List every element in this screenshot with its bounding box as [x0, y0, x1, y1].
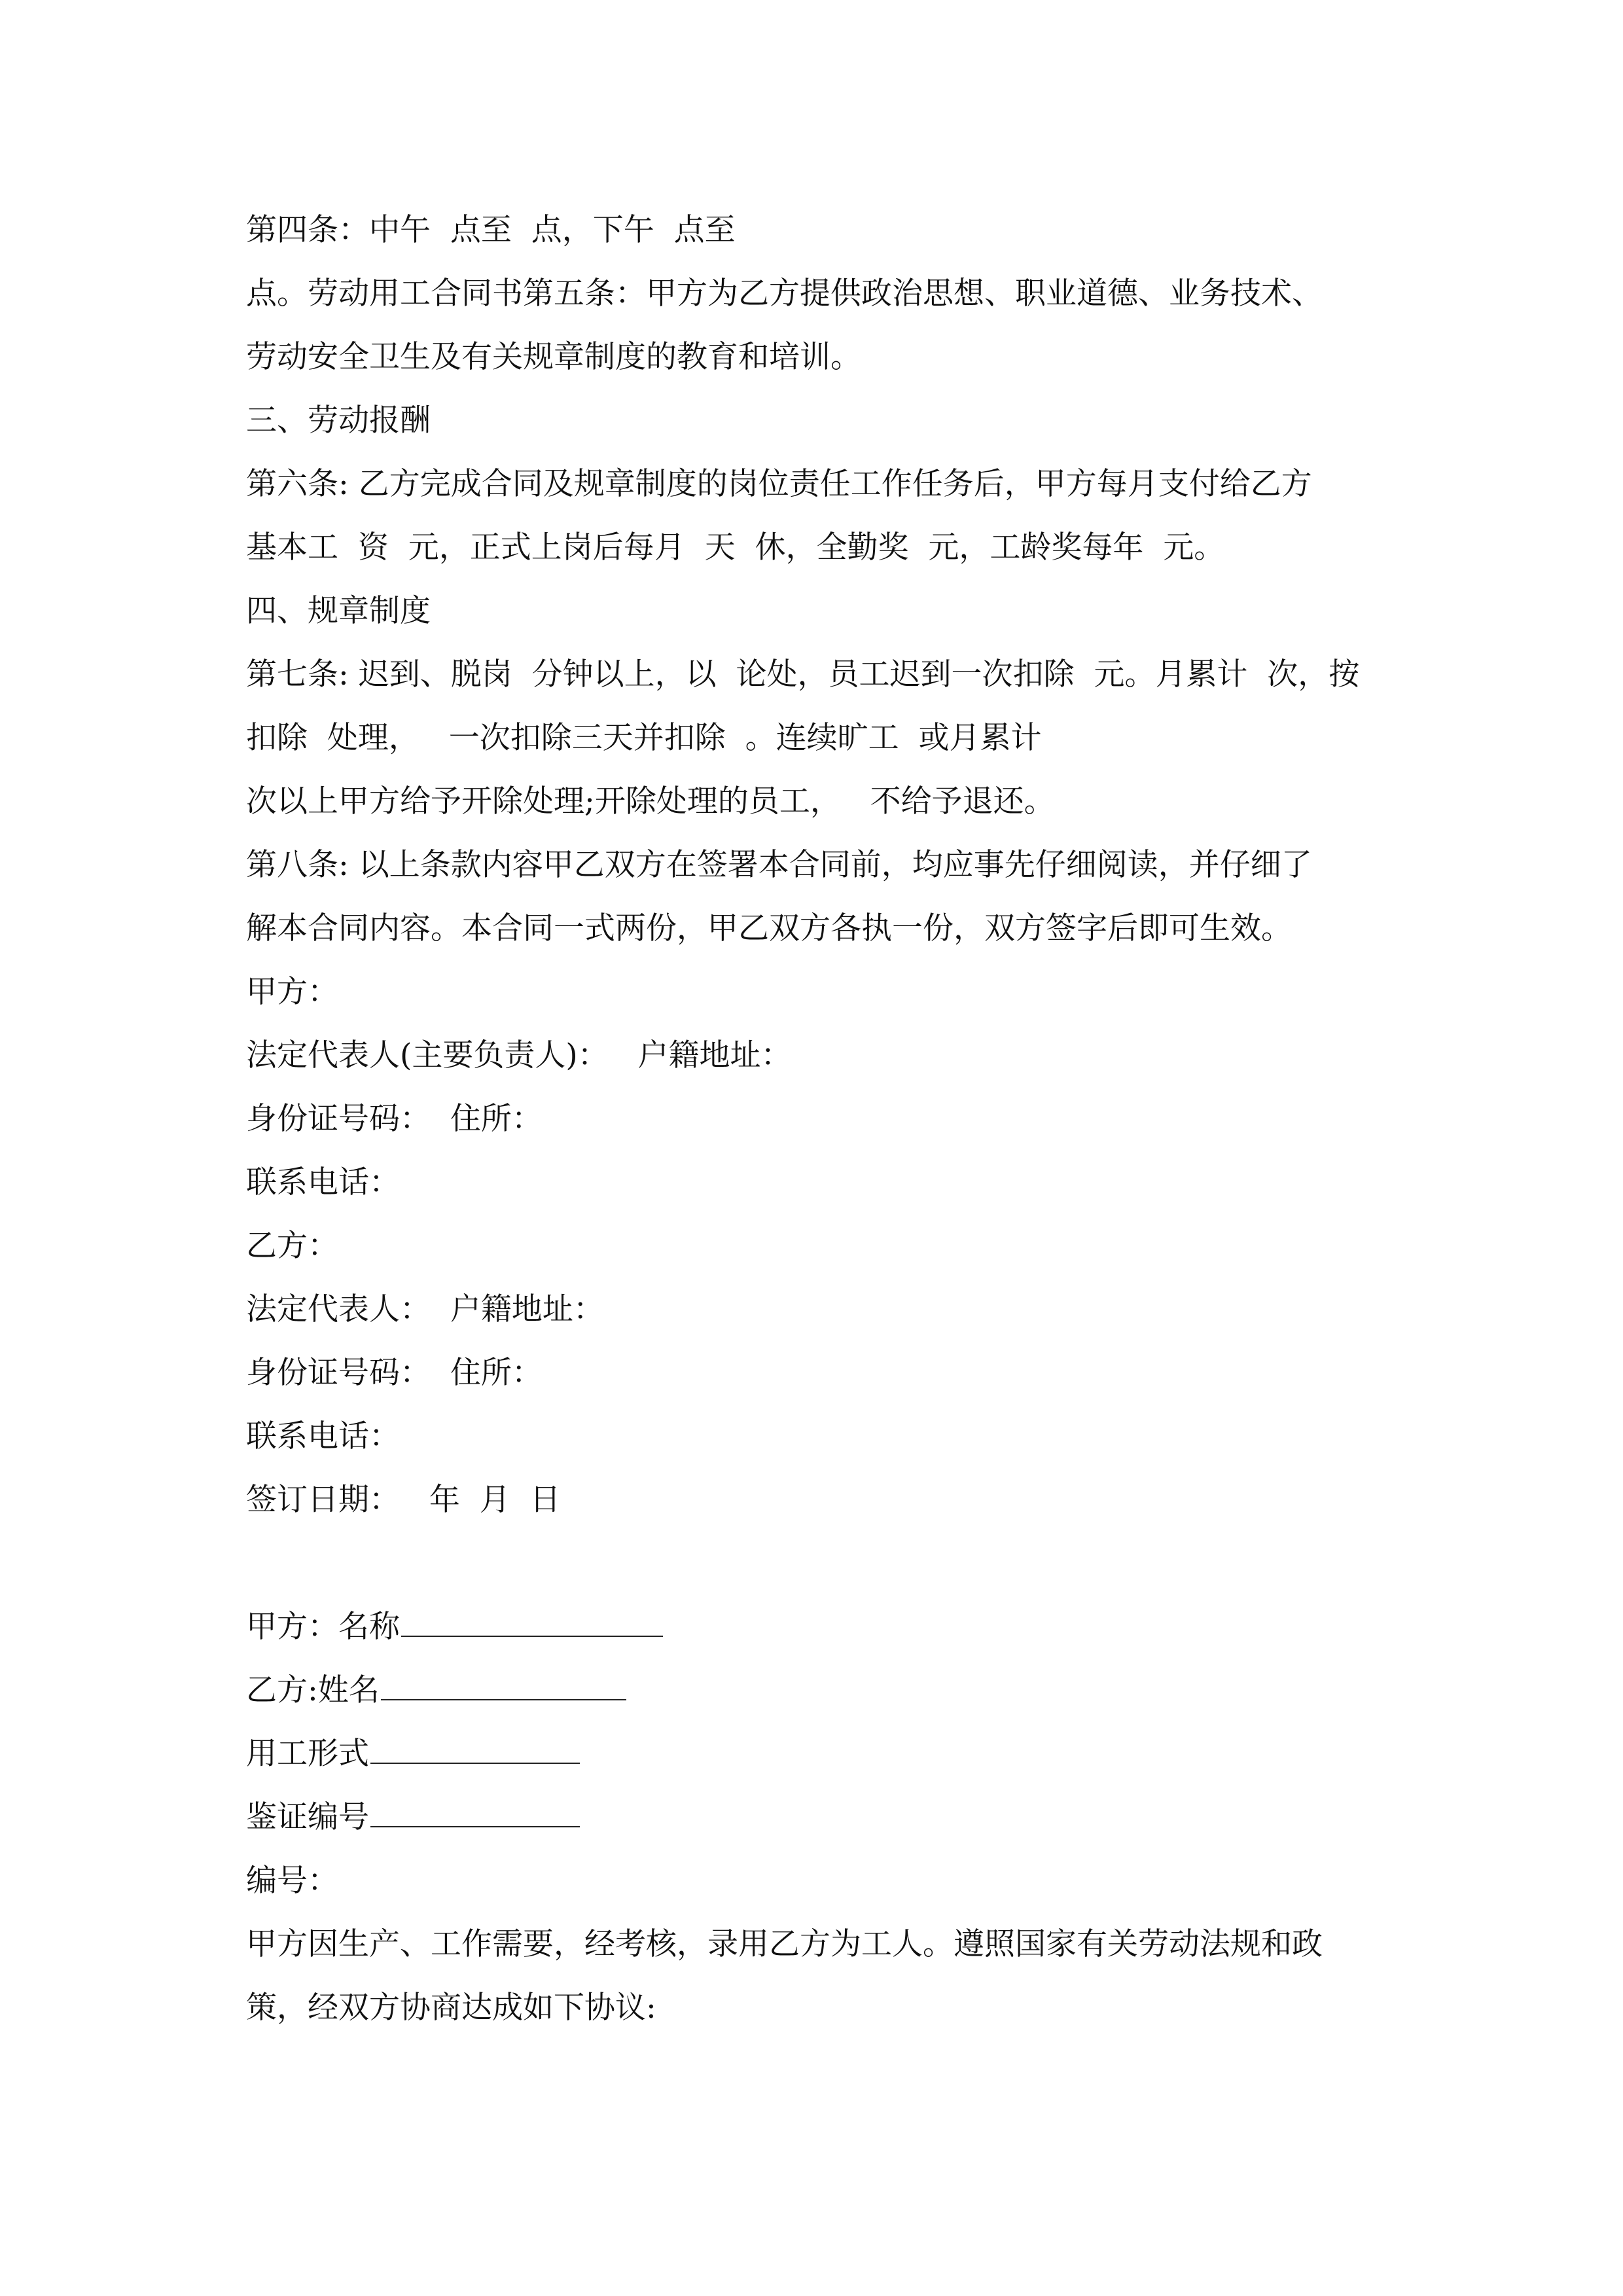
party-b-representative: 法定代表人： 户籍地址：: [246, 1291, 604, 1327]
text-line: 第八条: 以上条款内容甲乙双方在签署本合同前，均应事先仔细阅读，并仔细了: [246, 847, 1312, 883]
text-line: 解本合同内容。本合同一式两份，甲乙双方各执一份，双方签字后即可生效。: [246, 910, 1292, 946]
text-line: 次以上甲方给予开除处理;开除处理的员工， 不给予退还。: [246, 783, 1055, 819]
party-a-representative: 法定代表人(主要负责人)： 户籍地址：: [246, 1037, 792, 1073]
employment-form-label: 用工形式: [246, 1736, 369, 1772]
text-line: 第六条: 乙方完成合同及规章制度的岗位责任工作任务后，甲方每月支付给乙方: [246, 466, 1312, 502]
employment-form-blank: [370, 1727, 580, 1764]
party-b-phone: 联系电话：: [246, 1418, 400, 1454]
document-body: [246, 198, 1424, 2039]
party-b-name-field: [246, 1659, 1424, 1722]
employment-form-field: [246, 1722, 1424, 1785]
number-label: 编号：: [246, 1863, 338, 1899]
party-a-name-field: [246, 1595, 1424, 1659]
text-line: 点。劳动用工合同书第五条：甲方为乙方提供政治思想、职业道德、业务技术、: [246, 276, 1323, 312]
section-heading: 三、劳动报酬: [246, 403, 431, 439]
verification-number-blank: [370, 1791, 580, 1827]
party-b-heading: 乙方：: [246, 1228, 338, 1264]
section-heading: 四、规章制度: [246, 593, 431, 629]
verification-number-field: [246, 1785, 1424, 1849]
spacer: [246, 1532, 1424, 1595]
party-b-name-blank: [381, 1664, 626, 1700]
text-line: 劳动安全卫生及有关规章制度的教育和培训。: [246, 339, 861, 375]
verification-number-label: 鉴证编号: [246, 1799, 369, 1835]
party-a-name-blank: [401, 1600, 663, 1637]
text-line: 第四条：中午 点至 点，下午 点至: [246, 212, 736, 248]
text-line: 策，经双方协商达成如下协议:: [246, 1990, 656, 2026]
party-a-phone: 联系电话：: [246, 1164, 400, 1200]
text-line: 基本工 资 元，正式上岗后每月 天 休，全勤奖 元，工龄奖每年 元。: [246, 529, 1225, 565]
party-b-id: 身份证号码： 住所：: [246, 1355, 543, 1391]
party-b-name-label: 乙方:姓名: [246, 1672, 380, 1708]
party-a-id: 身份证号码： 住所：: [246, 1101, 543, 1137]
party-a-name-label: 甲方：名称: [246, 1609, 400, 1645]
party-a-heading: 甲方：: [246, 974, 338, 1010]
text-line: 扣除 处理， 一次扣除三天并扣除 。连续旷工 或月累计: [246, 720, 1042, 756]
signing-date: 签订日期： 年 月 日: [246, 1482, 561, 1518]
text-line: 第七条: 迟到、脱岗 分钟以上，以 论处，员工迟到一次扣除 元。月累计 次，按: [246, 656, 1360, 692]
text-line: 甲方因生产、工作需要，经考核，录用乙方为工人。遵照国家有关劳动法规和政: [246, 1926, 1323, 1962]
